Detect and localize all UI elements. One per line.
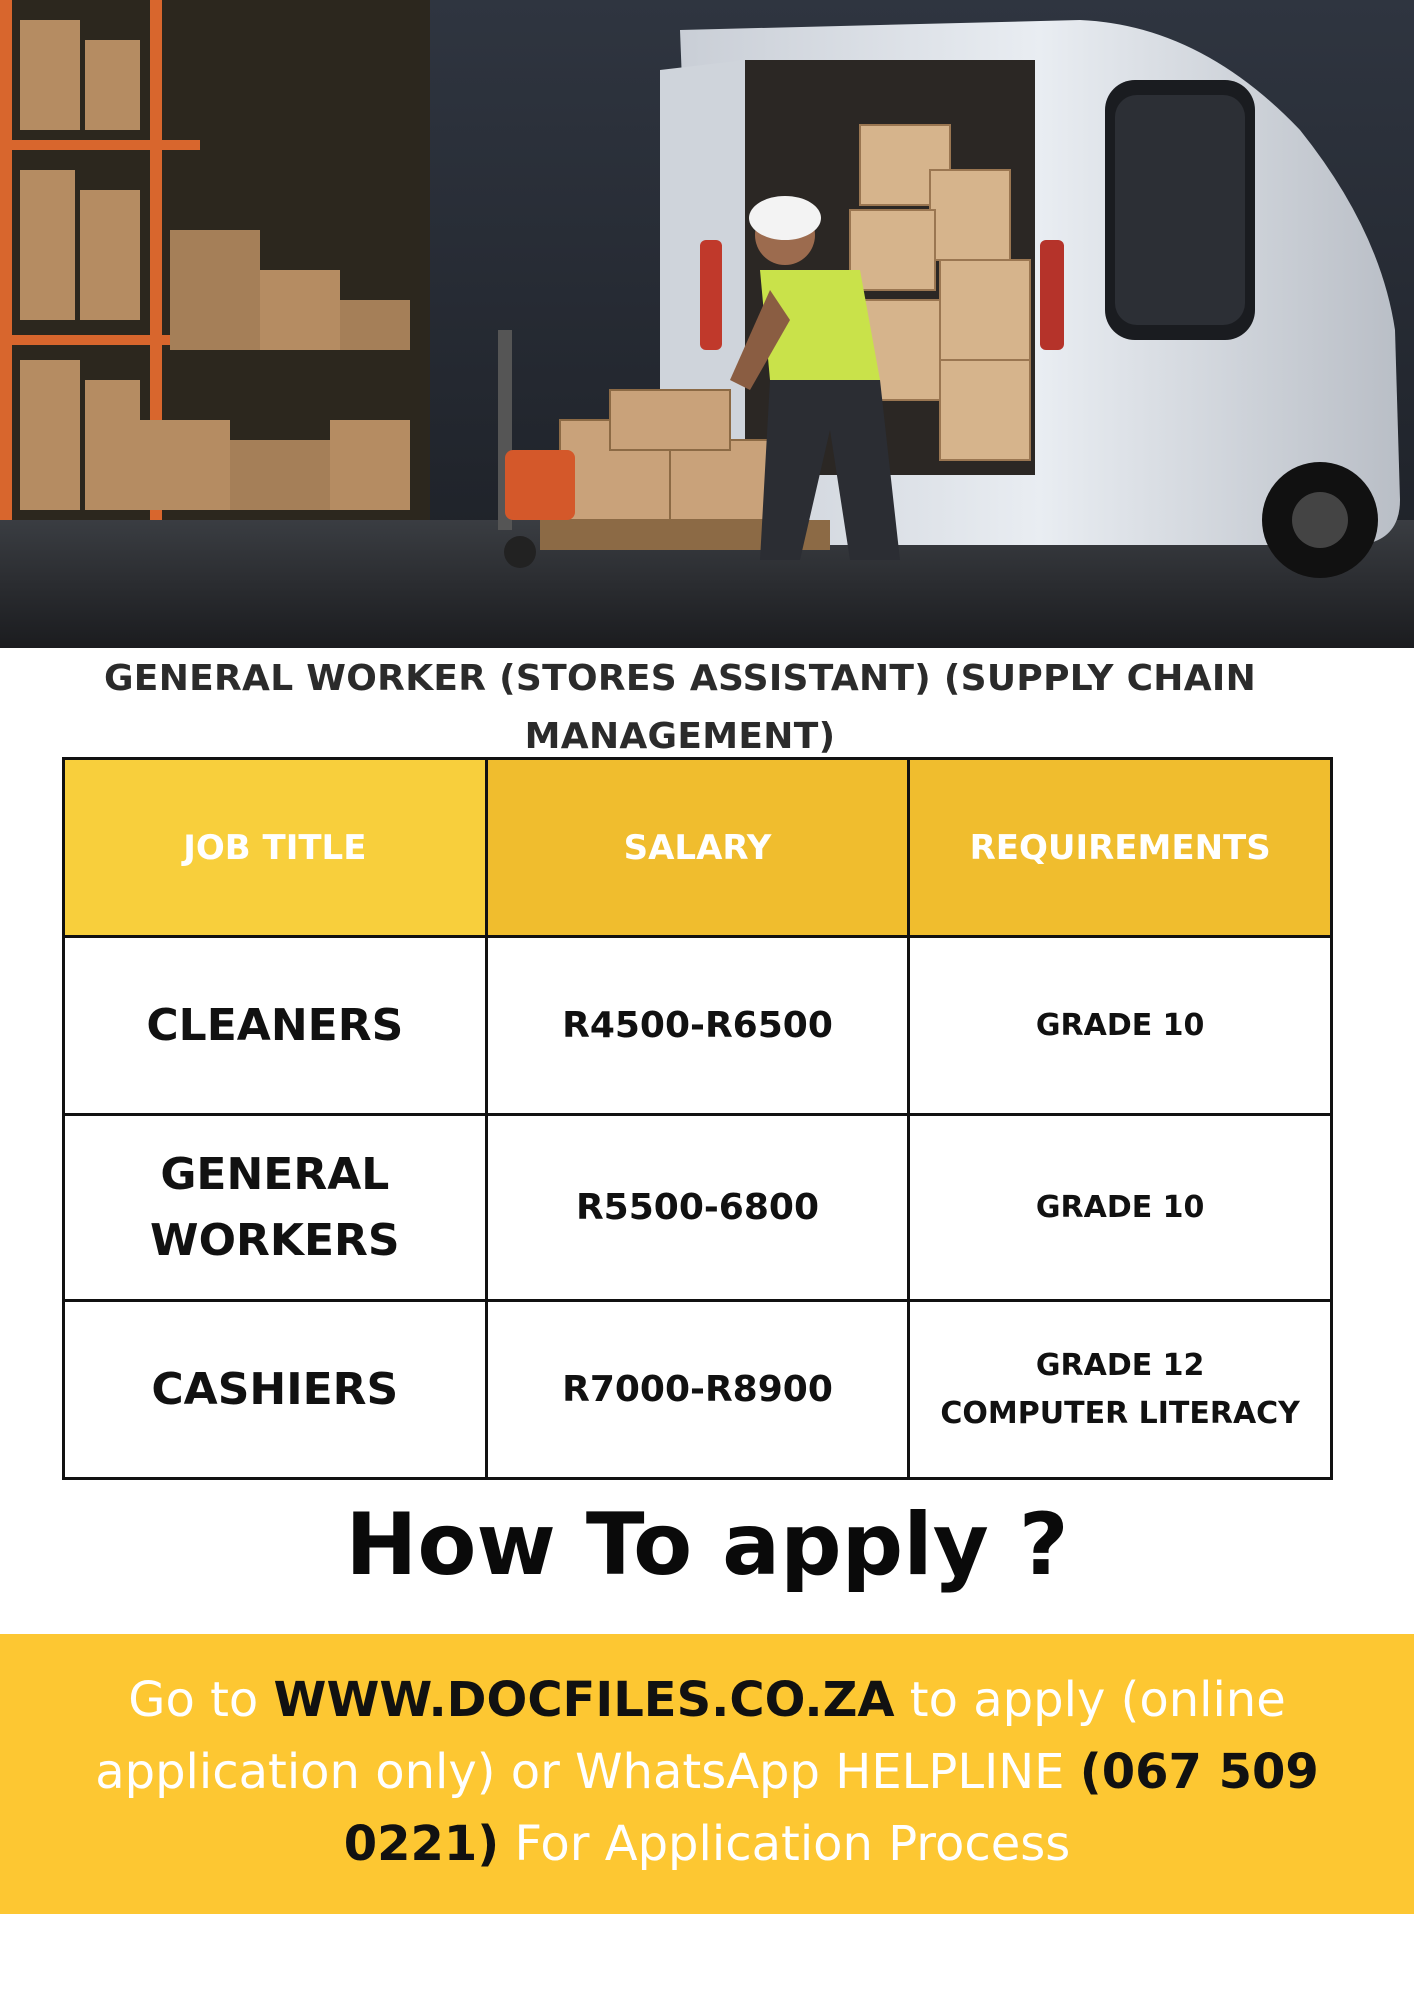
apply-suffix: For Application Process <box>499 1816 1071 1872</box>
salary-cell: R5500-6800 <box>486 1115 909 1301</box>
table-row <box>64 937 1332 1115</box>
jobs-table <box>62 757 1333 1480</box>
requirement-line-1: GRADE 10 <box>1035 1007 1205 1043</box>
job-title-line-2: WORKERS <box>150 1214 400 1266</box>
job-title-line-1: GENERAL <box>160 1148 390 1200</box>
salary-cell: R4500-R6500 <box>486 937 909 1115</box>
requirement-line-1: GRADE 12 <box>1035 1347 1205 1383</box>
header-salary: SALARY <box>486 759 909 937</box>
job-title-line-1: CLEANERS <box>146 999 404 1051</box>
whatsapp-phone-link[interactable]: (067 509 0221) <box>343 1744 1319 1872</box>
requirement-line-2: COMPUTER LITERACY <box>940 1395 1300 1431</box>
website-link[interactable]: WWW.DOCFILES.CO.ZA <box>273 1672 895 1728</box>
table-header-row <box>64 759 1332 937</box>
header-requirements: REQUIREMENTS <box>909 759 1332 937</box>
job-title-cell <box>64 937 487 1115</box>
apply-prefix: Go to <box>128 1672 274 1728</box>
table-row <box>64 1115 1332 1301</box>
job-title-line-1: CASHIERS <box>151 1363 399 1415</box>
headline-line-2: MANAGEMENT) <box>524 716 836 757</box>
requirements-cell <box>909 1301 1332 1479</box>
requirements-cell <box>909 1115 1332 1301</box>
headline-line-1: GENERAL WORKER (STORES ASSISTANT) (SUPPLY CHAIN <box>103 658 1257 699</box>
requirements-cell <box>909 937 1332 1115</box>
header-job-title: JOB TITLE <box>64 759 487 937</box>
hero-image <box>0 0 1414 648</box>
requirement-line-1: GRADE 10 <box>1035 1189 1205 1225</box>
apply-banner <box>0 1634 1414 1914</box>
apply-instructions <box>60 1664 1354 1880</box>
apply-middle: to apply (online application only) or WhatsApp HELPLINE <box>95 1672 1286 1800</box>
job-title-cell <box>64 1115 487 1301</box>
job-title-cell <box>64 1301 487 1479</box>
table-row <box>64 1301 1332 1479</box>
warehouse-van-illustration <box>0 0 1414 648</box>
job-headline <box>40 650 1320 766</box>
how-to-apply-heading: How To apply ? <box>345 1495 1069 1595</box>
salary-cell: R7000-R8900 <box>486 1301 909 1479</box>
